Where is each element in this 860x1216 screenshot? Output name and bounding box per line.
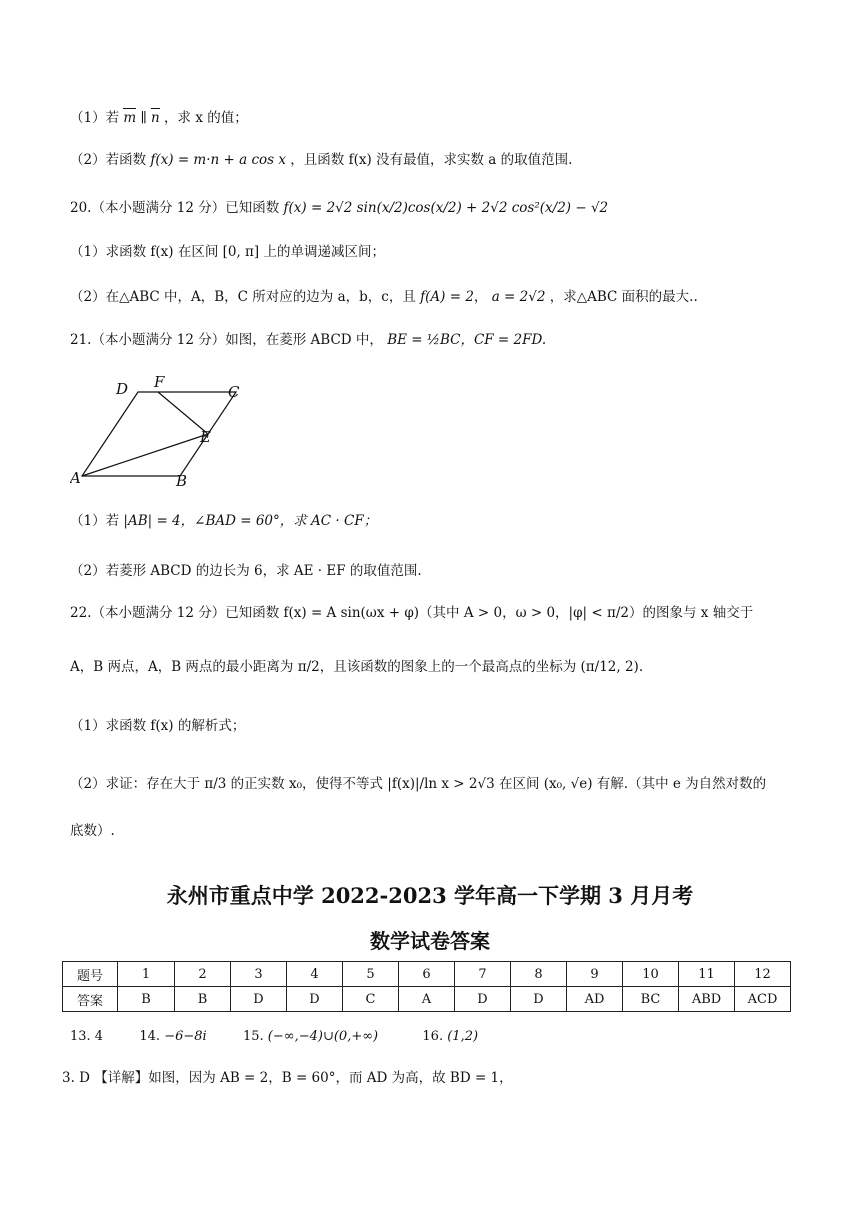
table-number-cell: 9 bbox=[567, 962, 623, 987]
q22-part2: （2）求证：存在大于 π/3 的正实数 x₀，使得不等式 |f(x)|/ln x > 2√3 在区间 (x₀, √e) 有解.（其中 e 为自然对数的 bbox=[70, 776, 767, 792]
table-answer-cell: B bbox=[175, 987, 231, 1012]
table-number-cell: 1 bbox=[118, 962, 175, 987]
table-answer-cell: ABD bbox=[679, 987, 735, 1012]
table-answer-cell: D bbox=[511, 987, 567, 1012]
q21-part1: （1）若 |AB| = 4，∠BAD = 60°，求 AC · CF； bbox=[70, 513, 378, 529]
table-answer-cell: A bbox=[399, 987, 455, 1012]
table-header-label: 题号 bbox=[63, 962, 118, 987]
table-number-cell: 3 bbox=[231, 962, 287, 987]
q3-detail: 3. D 【详解】如图，因为 AB = 2，B = 60°，而 AD 为高，故 BD = 1， bbox=[62, 1070, 513, 1086]
answer-table-number-row bbox=[63, 962, 791, 987]
label-A: A bbox=[70, 469, 81, 487]
label-F: F bbox=[154, 373, 165, 391]
answer-table-answer-row bbox=[63, 987, 791, 1012]
fill-in-14-ans: −6−8i bbox=[164, 1029, 207, 1044]
fill-in-answers bbox=[70, 1027, 478, 1047]
segment-AE bbox=[82, 434, 208, 476]
table-number-cell: 10 bbox=[623, 962, 679, 987]
fill-in-14-num: 14. bbox=[139, 1029, 161, 1044]
q22-line2: A，B 两点，A，B 两点的最小距离为 π/2，且该函数的图象上的一个最高点的坐标为 (π/12, 2). bbox=[70, 659, 644, 675]
q19-part2: （2）若函数 f(x) = m·n + a cos x ，且函数 f(x) 没有最值，求实数 a 的取值范围. bbox=[70, 152, 573, 168]
answer-title: 永州市重点中学 2022-2023 学年高一下学期 3 月月考 bbox=[166, 883, 694, 908]
table-number-cell: 7 bbox=[455, 962, 511, 987]
rhombus-outline bbox=[82, 392, 236, 476]
table-answer-cell: B bbox=[118, 987, 175, 1012]
q22-header: 22.（本小题满分 12 分）已知函数 f(x) = A sin(ωx + φ)（其中 A > 0，ω > 0，|φ| < π/2）的图象与 x 轴交于 bbox=[70, 605, 754, 621]
table-number-cell: 6 bbox=[399, 962, 455, 987]
table-number-cell: 2 bbox=[175, 962, 231, 987]
fill-in-15-num: 15. bbox=[242, 1029, 264, 1044]
q22-part2-cont: 底数）. bbox=[70, 823, 115, 839]
table-number-cell: 11 bbox=[679, 962, 735, 987]
q20-part2: （2）在△ABC 中，A，B，C 所对应的边为 a，b，c，且 f(A) = 2， a = 2√2 ，求△ABC 面积的最大.. bbox=[70, 289, 698, 305]
table-answer-cell: AD bbox=[567, 987, 623, 1012]
fill-in-16-ans: (1,2) bbox=[447, 1029, 479, 1044]
vector-n: n bbox=[151, 110, 160, 126]
table-number-cell: 5 bbox=[343, 962, 399, 987]
table-answer-cell: D bbox=[231, 987, 287, 1012]
fill-in-16-num: 16. bbox=[422, 1029, 444, 1044]
q19-part1: （1）若 m ∥ n ，求 x 的值； bbox=[70, 110, 248, 126]
answer-subtitle: 数学试卷答案 bbox=[370, 929, 490, 953]
table-answer-cell: D bbox=[455, 987, 511, 1012]
fill-in-15-ans: (−∞,−4)∪(0,+∞) bbox=[267, 1029, 379, 1044]
answer-table bbox=[62, 961, 791, 1012]
q20-header: 20.（本小题满分 12 分）已知函数 f(x) = 2√2 sin(x/2)cos(x/2) + 2√2 cos²(x/2) − √2 bbox=[70, 200, 609, 216]
table-number-cell: 8 bbox=[511, 962, 567, 987]
label-C: C bbox=[228, 383, 240, 401]
label-B: B bbox=[176, 472, 188, 490]
q21-part2: （2）若菱形 ABCD 的边长为 6，求 AE · EF 的取值范围. bbox=[70, 563, 422, 579]
label-E: E bbox=[200, 428, 211, 446]
table-number-cell: 12 bbox=[735, 962, 791, 987]
fill-in-13: 13. 4 bbox=[70, 1029, 104, 1044]
table-answer-cell: C bbox=[343, 987, 399, 1012]
q22-part1: （1）求函数 f(x) 的解析式； bbox=[70, 718, 246, 734]
vector-m: m bbox=[123, 110, 137, 126]
q20-function-expression: f(x) = 2√2 sin(x/2)cos(x/2) + 2√2 cos²(x/2) − √2 bbox=[283, 200, 609, 216]
table-answer-cell: BC bbox=[623, 987, 679, 1012]
q21-condition: BE = ½BC，CF = 2FD. bbox=[387, 332, 547, 348]
label-D: D bbox=[116, 380, 129, 398]
q20-part1: （1）求函数 f(x) 在区间 [0, π] 上的单调递减区间； bbox=[70, 244, 385, 260]
rhombus-figure bbox=[70, 372, 260, 492]
q21-header: 21.（本小题满分 12 分）如图，在菱形 ABCD 中， BE = ½BC，CF = 2FD. bbox=[70, 332, 547, 348]
table-answer-cell: D bbox=[287, 987, 343, 1012]
table-answer-label: 答案 bbox=[63, 987, 118, 1012]
table-answer-cell: ACD bbox=[735, 987, 791, 1012]
table-number-cell: 4 bbox=[287, 962, 343, 987]
